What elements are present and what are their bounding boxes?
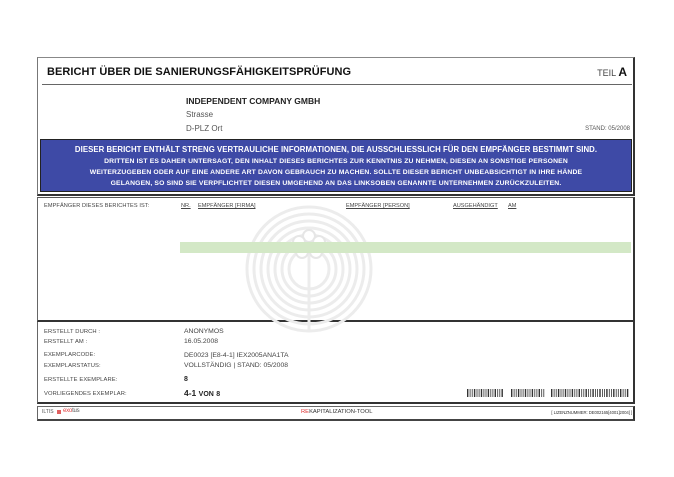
copy-code-value: DE0023 [E8-4-1] IEX2005ANA1TA bbox=[184, 352, 289, 359]
barcode-bar bbox=[495, 389, 496, 397]
footer-license-number: [ LIZENZNUMMER: DE002165[4001]2004] ] bbox=[551, 410, 632, 415]
barcode-bar bbox=[518, 389, 519, 397]
barcode-bar bbox=[613, 389, 614, 397]
created-by-label: ERSTELLT DURCH : bbox=[44, 329, 101, 335]
column-recipient-company: EMPFÄNGER [FIRMA] bbox=[198, 203, 256, 209]
barcode-bar bbox=[477, 389, 478, 397]
barcode-bar bbox=[609, 389, 610, 397]
company-name: INDEPENDENT COMPANY GMBH bbox=[186, 96, 321, 106]
barcode-bar bbox=[565, 389, 566, 397]
notice-headline: DIESER BERICHT ENTHÄLT STRENG VERTRAULICHE INFORMATIONEN, DIE AUSSCHLIESSLICH FÜR DEN EMPFÄNGER BESTIMMT SIND. bbox=[74, 145, 598, 154]
footer-ilts: ILTIS bbox=[42, 409, 54, 415]
part-indicator bbox=[597, 65, 627, 79]
report-title: BERICHT ÜBER DIE SANIERUNGSFÄHIGKEITSPRÜFUNG bbox=[47, 66, 352, 78]
column-number: NR. bbox=[181, 203, 191, 209]
barcode-bar bbox=[568, 389, 569, 397]
barcode-bar bbox=[616, 389, 617, 397]
copy-status-value: VOLLSTÄNDIG | STAND: 05/2008 bbox=[184, 362, 289, 369]
barcode-bar bbox=[497, 389, 498, 397]
current-copy-total: 8 bbox=[216, 391, 221, 398]
notice-line: GELANGEN, SO SIND SIE VERPFLICHTET DIESEN UMGEHEND AN DAS LINKSOBEN GENANNTE UNTERNEHMEN ZURÜCKZULEITEN. bbox=[110, 180, 562, 187]
brand-red: exo bbox=[63, 408, 73, 414]
title-divider bbox=[42, 84, 632, 85]
barcode-bar bbox=[493, 389, 494, 397]
copy-status-label: EXEMPLARSTATUS: bbox=[44, 363, 101, 369]
barcode-bar bbox=[490, 389, 491, 397]
barcode-bar bbox=[620, 389, 621, 397]
barcode-bar bbox=[572, 389, 573, 397]
tool-rest: KAPITALIZATION-TOOL bbox=[309, 409, 373, 415]
barcode-bar bbox=[530, 389, 531, 397]
notice-body bbox=[41, 156, 631, 189]
barcode-bar bbox=[606, 389, 607, 397]
barcode-bar bbox=[583, 389, 584, 397]
brand-gray: tus bbox=[72, 408, 80, 414]
barcode-bar bbox=[579, 389, 580, 397]
created-at-value: 16.05.2008 bbox=[184, 338, 219, 345]
barcode-bar bbox=[523, 389, 524, 397]
created-at-label: ERSTELLT AM : bbox=[44, 339, 88, 345]
barcode-bar bbox=[516, 389, 517, 397]
recipient-row-highlight bbox=[180, 242, 631, 253]
barcode-bar bbox=[472, 389, 473, 397]
barcode-bar bbox=[511, 389, 512, 397]
current-copy-label: VORLIEGENDES EXEMPLAR: bbox=[44, 391, 127, 397]
current-copy-of: VON bbox=[198, 391, 214, 398]
column-handed-out: AUSGEHÄNDIGT bbox=[453, 203, 498, 209]
tool-red: RE bbox=[301, 409, 310, 415]
barcode-bar bbox=[595, 389, 596, 397]
barcode-bar bbox=[528, 389, 529, 397]
barcode-bar bbox=[590, 389, 591, 397]
recipient-label: EMPFÄNGER DIESES BERICHTES IST: bbox=[44, 203, 150, 209]
notice-line: WEITERZUGEBEN ODER AUF EINE ANDERE ART DAVON GEBRAUCH ZU MACHEN. SOLLTE DIESER BERICHT UNBEABSICHTIGT IN IHRE HÄNDE bbox=[89, 169, 583, 176]
barcode-bar bbox=[602, 389, 603, 397]
notice-line: DRITTEN IST ES DAHER UNTERSAGT, DEN INHALT DIESES BERICHTES ZUR KENNTNIS ZU NEHMEN, DIESEN AN SONSTIGE PERSONEN bbox=[104, 158, 568, 165]
part-value: A bbox=[618, 65, 627, 79]
barcode-bar bbox=[561, 389, 562, 397]
column-date: AM bbox=[508, 203, 517, 209]
current-copy-value bbox=[184, 388, 220, 398]
barcode-bar bbox=[470, 389, 471, 397]
barcode-bar bbox=[541, 389, 542, 397]
barcode-bar bbox=[521, 389, 522, 397]
barcode-bar bbox=[625, 389, 626, 397]
barcode-bar bbox=[467, 389, 468, 397]
barcode-bar bbox=[474, 389, 475, 397]
barcode-bar bbox=[623, 389, 624, 397]
barcode-bar bbox=[534, 389, 535, 397]
barcode-bar bbox=[543, 389, 544, 397]
barcode-bar bbox=[597, 389, 598, 397]
confidentiality-notice bbox=[40, 139, 632, 192]
copies-created-label: ERSTELLTE EXEMPLARE: bbox=[44, 377, 118, 383]
barcode-bar bbox=[588, 389, 589, 397]
part-label: TEIL bbox=[597, 68, 616, 78]
barcode-bar bbox=[570, 389, 571, 397]
barcode-bar bbox=[599, 389, 600, 397]
barcode-bar bbox=[479, 389, 480, 397]
company-city: D-PLZ Ort bbox=[186, 124, 223, 133]
barcode-bar bbox=[488, 389, 489, 397]
barcode-bar bbox=[502, 389, 503, 397]
barcode-bar bbox=[525, 389, 526, 397]
barcode-bar bbox=[604, 389, 605, 397]
barcode-bar bbox=[581, 389, 582, 397]
barcode-bar bbox=[554, 389, 555, 397]
copy-code-label: EXEMPLARCODE: bbox=[44, 352, 96, 358]
barcode-bar bbox=[563, 389, 564, 397]
barcode-bar bbox=[558, 389, 559, 397]
barcode-bar bbox=[537, 389, 538, 397]
barcode-bar bbox=[481, 389, 482, 397]
barcode-bar bbox=[484, 389, 485, 397]
version-stand: STAND: 05/2008 bbox=[585, 126, 630, 132]
barcode-bar bbox=[499, 389, 500, 397]
labyrinth-icon bbox=[244, 204, 374, 334]
barcode-bar bbox=[514, 389, 515, 397]
barcode-bar bbox=[577, 389, 578, 397]
barcode-bar bbox=[551, 389, 552, 397]
column-recipient-person: EMPFÄNGER [PERSON] bbox=[346, 203, 410, 209]
barcode-bar bbox=[556, 389, 557, 397]
barcode-bar bbox=[586, 389, 587, 397]
company-street: Strasse bbox=[186, 110, 214, 119]
barcode-icon bbox=[467, 389, 629, 397]
barcode-bar bbox=[618, 389, 619, 397]
current-copy-number: 4-1 bbox=[184, 388, 197, 398]
barcode-bar bbox=[532, 389, 533, 397]
footer-square-icon bbox=[57, 410, 61, 414]
barcode-bar bbox=[486, 389, 487, 397]
barcode-bar bbox=[611, 389, 612, 397]
barcode-bar bbox=[627, 389, 628, 397]
copies-created-value: 8 bbox=[184, 376, 188, 383]
barcode-bar bbox=[539, 389, 540, 397]
footer-tool-name bbox=[301, 409, 373, 415]
barcode-bar bbox=[574, 389, 575, 397]
footer-brand-logo bbox=[63, 408, 79, 414]
created-by-value: ANONYMOS bbox=[184, 328, 224, 335]
barcode-bar bbox=[592, 389, 593, 397]
